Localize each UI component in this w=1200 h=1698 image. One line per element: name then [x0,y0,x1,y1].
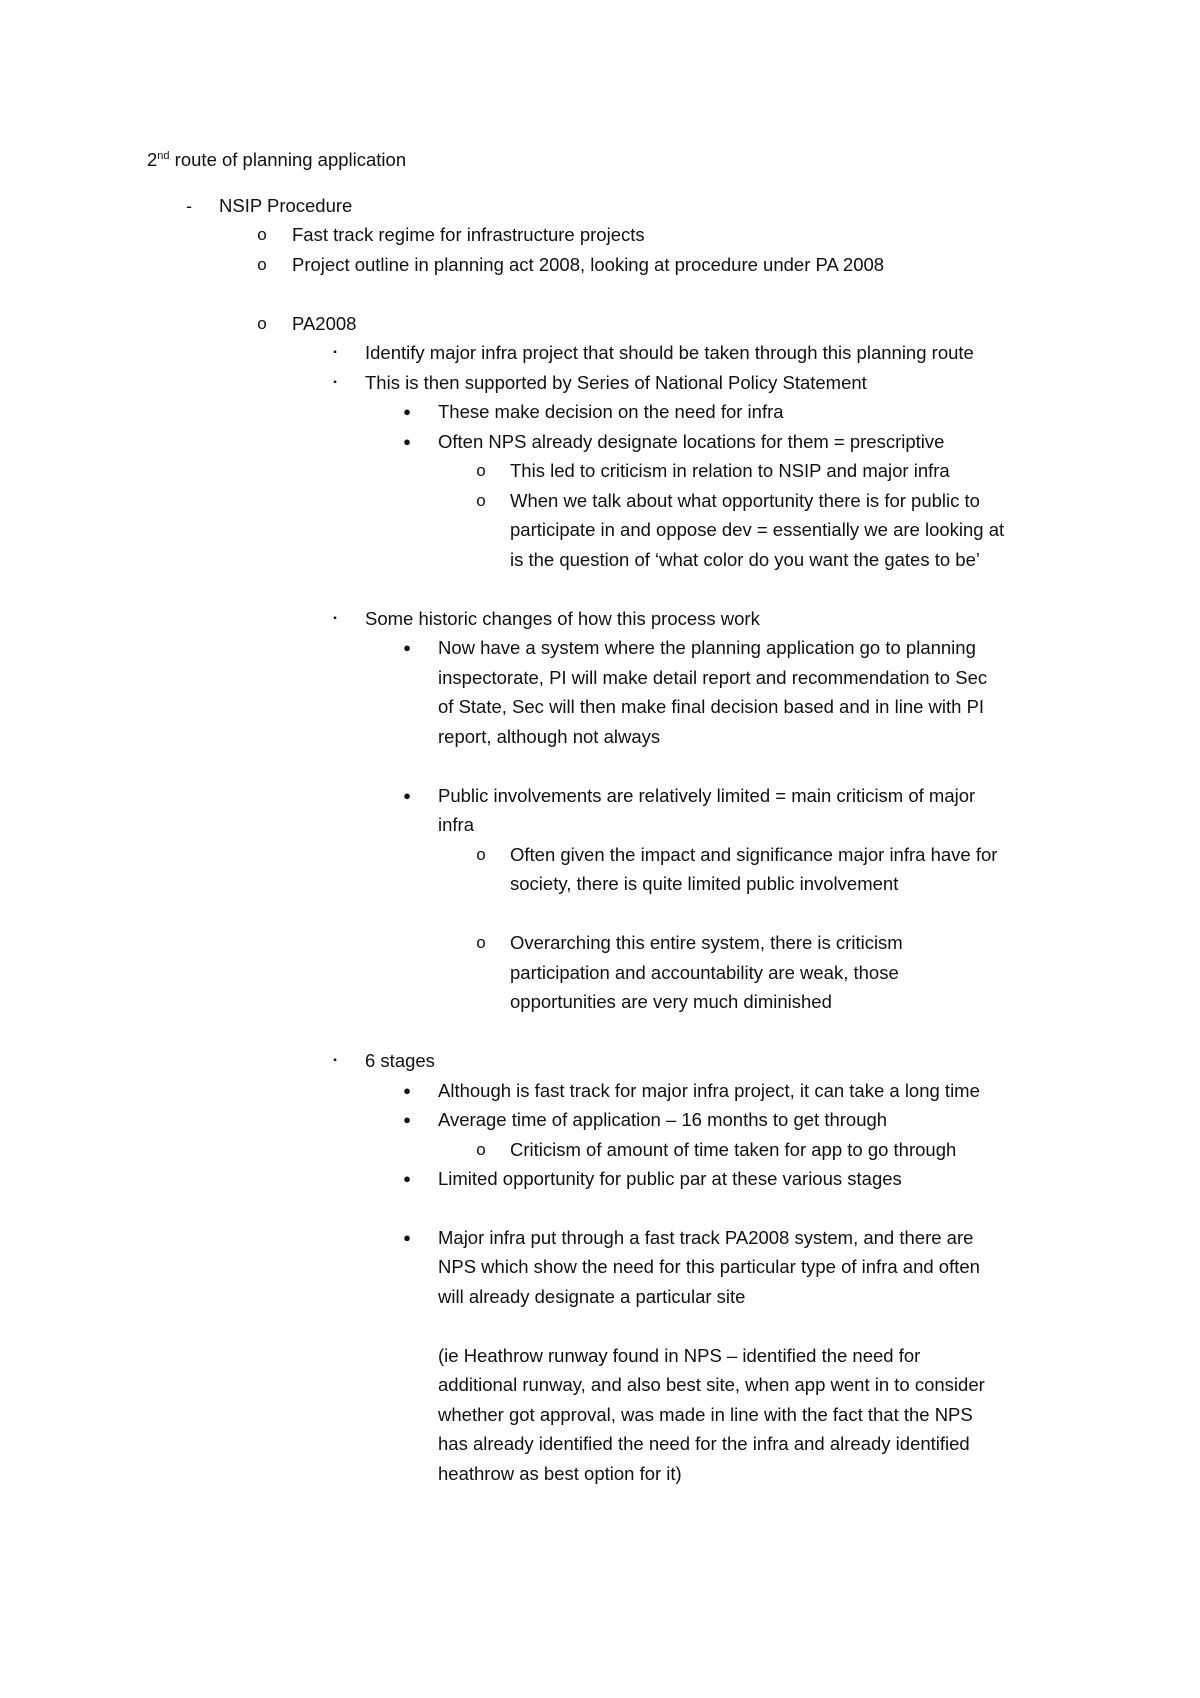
list-item-continuation: inspectorate, PI will make detail report and recommendation to Sec [438,667,988,688]
paragraph-line: (ie Heathrow runway found in NPS – identified the need for [438,1345,921,1366]
list-item-continuation: infra [438,814,474,835]
bullet-marker: ● [403,640,411,655]
list-item: Project outline in planning act 2008, looking at procedure under PA 2008 [292,254,885,275]
circle-marker: o [476,933,486,952]
page-title [147,148,406,172]
list-item: 6 stages [365,1050,435,1071]
list-item-continuation: NPS which show the need for this particular type of infra and often [438,1256,980,1277]
list-item: This led to criticism in relation to NSIP and major infra [510,460,950,481]
title-superscript: nd [157,149,170,162]
dash-marker: - [186,196,192,216]
bullet-marker: ● [403,1083,411,1098]
list-item: Fast track regime for infrastructure projects [292,224,645,245]
circle-marker: o [257,314,267,333]
list-item: Now have a system where the planning application go to planning [438,637,976,658]
list-item: Often given the impact and significance major infra have for [510,844,998,865]
list-item-continuation: participation and accountability are weak, those [510,962,899,983]
bullet-marker: ● [403,788,411,803]
bullet-marker: ● [403,1171,411,1186]
list-item: Identify major infra project that should be taken through this planning route [365,342,974,363]
square-marker: ▪ [333,1055,337,1066]
bullet-marker: ● [403,1112,411,1127]
list-item: This is then supported by Series of National Policy Statement [365,372,867,393]
list-item: When we talk about what opportunity there is for public to [510,490,980,511]
list-item: Limited opportunity for public par at these various stages [438,1168,902,1189]
paragraph-line: has already identified the need for the infra and already identified [438,1433,970,1454]
list-item-continuation: of State, Sec will then make final decision based and in line with PI [438,696,985,717]
list-item: PA2008 [292,313,357,334]
square-marker: ▪ [333,347,337,358]
list-item: Overarching this entire system, there is criticism [510,932,903,953]
title-text: route of planning application [169,149,407,170]
list-item: Although is fast track for major infra project, it can take a long time [438,1080,980,1101]
circle-marker: o [476,461,486,480]
bullet-marker: ● [403,434,411,449]
square-marker: ▪ [333,377,337,388]
list-item: Public involvements are relatively limited = main criticism of major [438,785,976,806]
circle-marker: o [257,255,267,274]
list-item: Major infra put through a fast track PA2008 system, and there are [438,1227,974,1248]
paragraph-line: heathrow as best option for it) [438,1463,682,1484]
list-item-continuation: participate in and oppose dev = essentially we are looking at [510,519,1005,540]
list-item-continuation: opportunities are very much diminished [510,991,832,1012]
title-number: 2 [147,149,158,170]
circle-marker: o [476,845,486,864]
paragraph-line: additional runway, and also best site, when app went in to consider [438,1374,985,1395]
square-marker: ▪ [333,613,337,624]
circle-marker: o [476,491,486,510]
list-item: NSIP Procedure [219,195,353,216]
list-item-continuation: will already designate a particular site [438,1286,746,1307]
list-item: Some historic changes of how this process work [365,608,760,629]
list-item-continuation: is the question of ‘what color do you want the gates to be’ [510,549,980,570]
list-item: These make decision on the need for infra [438,401,784,422]
list-item: Often NPS already designate locations for them = prescriptive [438,431,945,452]
circle-marker: o [257,225,267,244]
paragraph-line: whether got approval, was made in line with the fact that the NPS [438,1404,973,1425]
list-item-continuation: report, although not always [438,726,661,747]
circle-marker: o [476,1140,486,1159]
list-item-continuation: society, there is quite limited public involvement [510,873,899,894]
bullet-marker: ● [403,404,411,419]
list-item: Criticism of amount of time taken for app to go through [510,1139,957,1160]
list-item: Average time of application – 16 months to get through [438,1109,888,1130]
bullet-marker: ● [403,1230,411,1245]
